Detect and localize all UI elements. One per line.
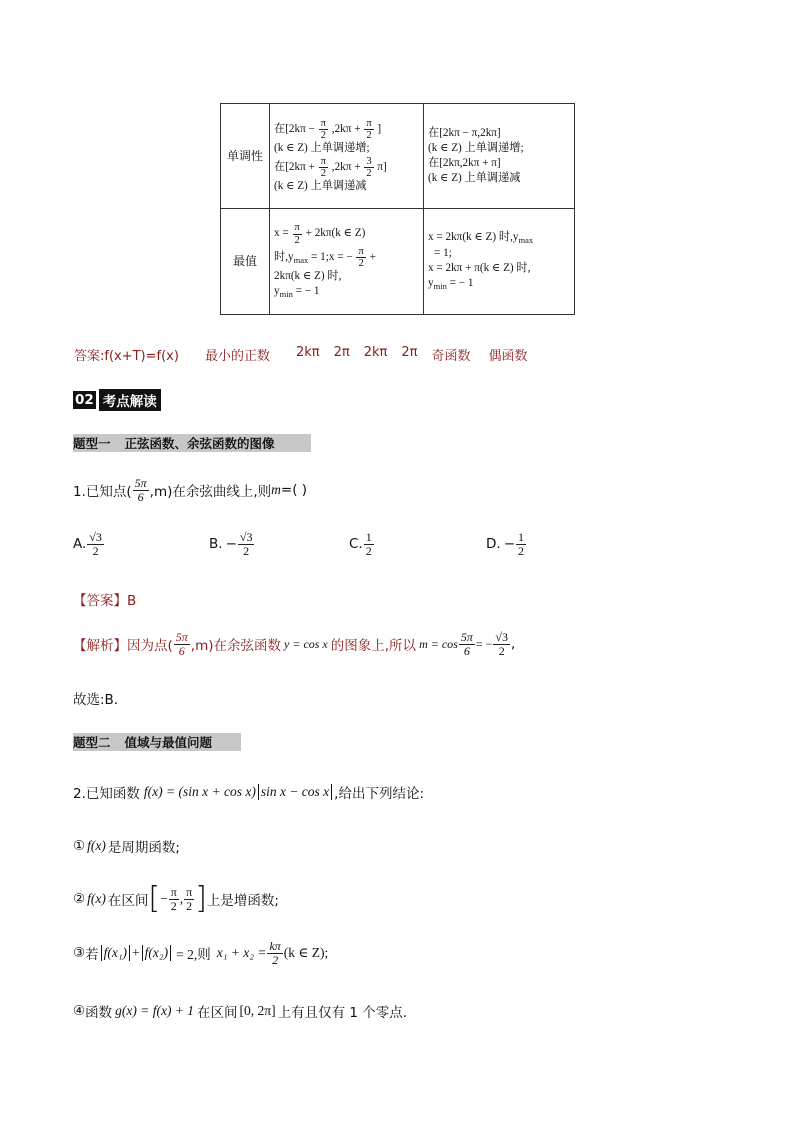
- fraction: $\frac{\pi}{2}$: [294, 222, 300, 246]
- fraction: $\frac{5\pi}{6}$: [134, 476, 147, 504]
- conclusion-item-4: ④ 函数 g(x) = f(x) + 1 在区间 [0, 2π] 上有且仅有 1 个零点.: [73, 1003, 408, 1021]
- fraction: $\frac{1}{2}$: [365, 530, 372, 558]
- option-a[interactable]: A. $\frac{√3}{2}$: [73, 530, 102, 558]
- answers-line: [74, 345, 553, 364]
- option-d[interactable]: D. − $\frac{1}{2}$: [486, 530, 524, 558]
- question-type-bar: 题型一 正弦函数、余弦函数的图像: [73, 434, 311, 452]
- answer-item: 2kπ: [363, 345, 388, 360]
- fraction: $\frac{3}{2}$: [366, 155, 372, 179]
- conclusion-item-3: ③ 若 f(x₁) + f(x₂) = 2,则 x₁ + x₂ = $\frac{k\pi}{2}$ (k ∈ Z);: [73, 939, 329, 967]
- bracket: [: [148, 881, 161, 916]
- cell-cos-extrema: x = $\frac{\pi}{2}$ + 2kπ(k ∈ Z) 时$,y_{max}$ = 1;x = − $\frac{\pi}{2}$ + 2kπ(k ∈ Z) 时, $y_{min}$ = − 1: [270, 208, 424, 314]
- answer-item: 偶函数: [488, 349, 528, 364]
- fraction: $\frac{\pi}{2}$: [320, 155, 326, 179]
- question-2-stem: 2.已知函数 f(x) = (sin x + cos x) sin x − cos x ,给出下列结论:: [73, 784, 425, 802]
- answer-item: 2kπ: [295, 345, 320, 360]
- fraction: $\frac{5\pi}{6}$: [175, 630, 188, 658]
- answer-item: 奇函数: [431, 349, 471, 364]
- cell-text: (k ∈ Z) 上单调递减: [274, 179, 367, 192]
- row-label-monotonicity: 单调性: [221, 104, 270, 209]
- answers-prefix: 答案:f(x+T)=f(x): [74, 349, 179, 364]
- cell-sin-monotonicity: 在[2kπ − π,2kπ] (k ∈ Z) 上单调递增; 在[2kπ,2kπ + π] (k ∈ Z) 上单调递减: [424, 104, 575, 209]
- section-heading: [73, 389, 161, 411]
- cell-sin-extrema: x = 2kπ(k ∈ Z) 时$,y_{max}$ = 1; x = 2kπ + π(k ∈ Z) 时, $y_{min}$ = − 1: [424, 208, 575, 314]
- conclusion-item-1: ① f(x) 是周期函数;: [73, 838, 180, 856]
- fraction: $\frac{\pi}{2}$: [186, 884, 193, 913]
- answer-item: 最小的正数: [204, 349, 270, 364]
- conclusion-item-2: ② f(x) 在区间 [ − $\frac{\pi}{2}$ , $\frac{\pi}{2}$ ] 上是增函数;: [73, 881, 279, 916]
- fraction: $\frac{\pi}{2}$: [320, 117, 326, 141]
- analysis-1: 【解析】 因为点( $\frac{5\pi}{6}$ ,m)在余弦函数 y = cos x 的图象上,所以 m = cos $\frac{5\pi}{6}$ = − $\frac{√3}{2}$ ,: [73, 630, 516, 658]
- fraction: $\frac{√3}{2}$: [495, 630, 508, 658]
- fraction: $\frac{\pi}{2}$: [358, 245, 364, 269]
- fraction: $\frac{√3}{2}$: [89, 530, 102, 558]
- fraction: $\frac{√3}{2}$: [239, 530, 253, 558]
- cell-text: (k ∈ Z) 上单调递增;: [274, 141, 370, 154]
- fraction: $\frac{5\pi}{6}$: [460, 630, 473, 658]
- table-row: [221, 104, 575, 209]
- option-b[interactable]: B. − $\frac{√3}{2}$: [209, 530, 253, 558]
- option-c[interactable]: C. $\frac{1}{2}$: [349, 530, 372, 558]
- question-type-bar: 题型二 值域与最值问题: [73, 733, 241, 751]
- answer-item: 2π: [401, 345, 418, 360]
- question-1-stem: 1.已知点( $\frac{5\pi}{6}$ ,m)在余弦曲线上,则 m =( ): [73, 476, 308, 504]
- fraction: $\frac{1}{2}$: [518, 530, 524, 558]
- answer-item: 2π: [333, 345, 350, 360]
- section-number: 02: [75, 392, 94, 408]
- bracket: ]: [195, 881, 207, 916]
- row-label-extrema: 最值: [221, 208, 270, 314]
- conclusion-1: 故选:B.: [73, 692, 119, 708]
- fraction: $\frac{\pi}{2}$: [366, 117, 372, 141]
- fraction: $\frac{\pi}{2}$: [170, 884, 177, 913]
- cell-cos-monotonicity: 在[2kπ − $\frac{\pi}{2}$ ,2kπ + $\frac{\pi}{2}$ ] (k ∈ Z) 上单调递增; 在[2kπ + $\frac{\pi}{2}$ ,2kπ + $\frac{3}{2}$ π] (k ∈ Z) 上单调递减: [270, 104, 424, 209]
- table-row: [221, 208, 575, 314]
- properties-table: [220, 103, 575, 315]
- section-title: 考点解读: [99, 389, 161, 411]
- fraction: $\frac{k\pi}{2}$: [269, 939, 281, 967]
- answer-1: 【答案】B: [73, 593, 137, 609]
